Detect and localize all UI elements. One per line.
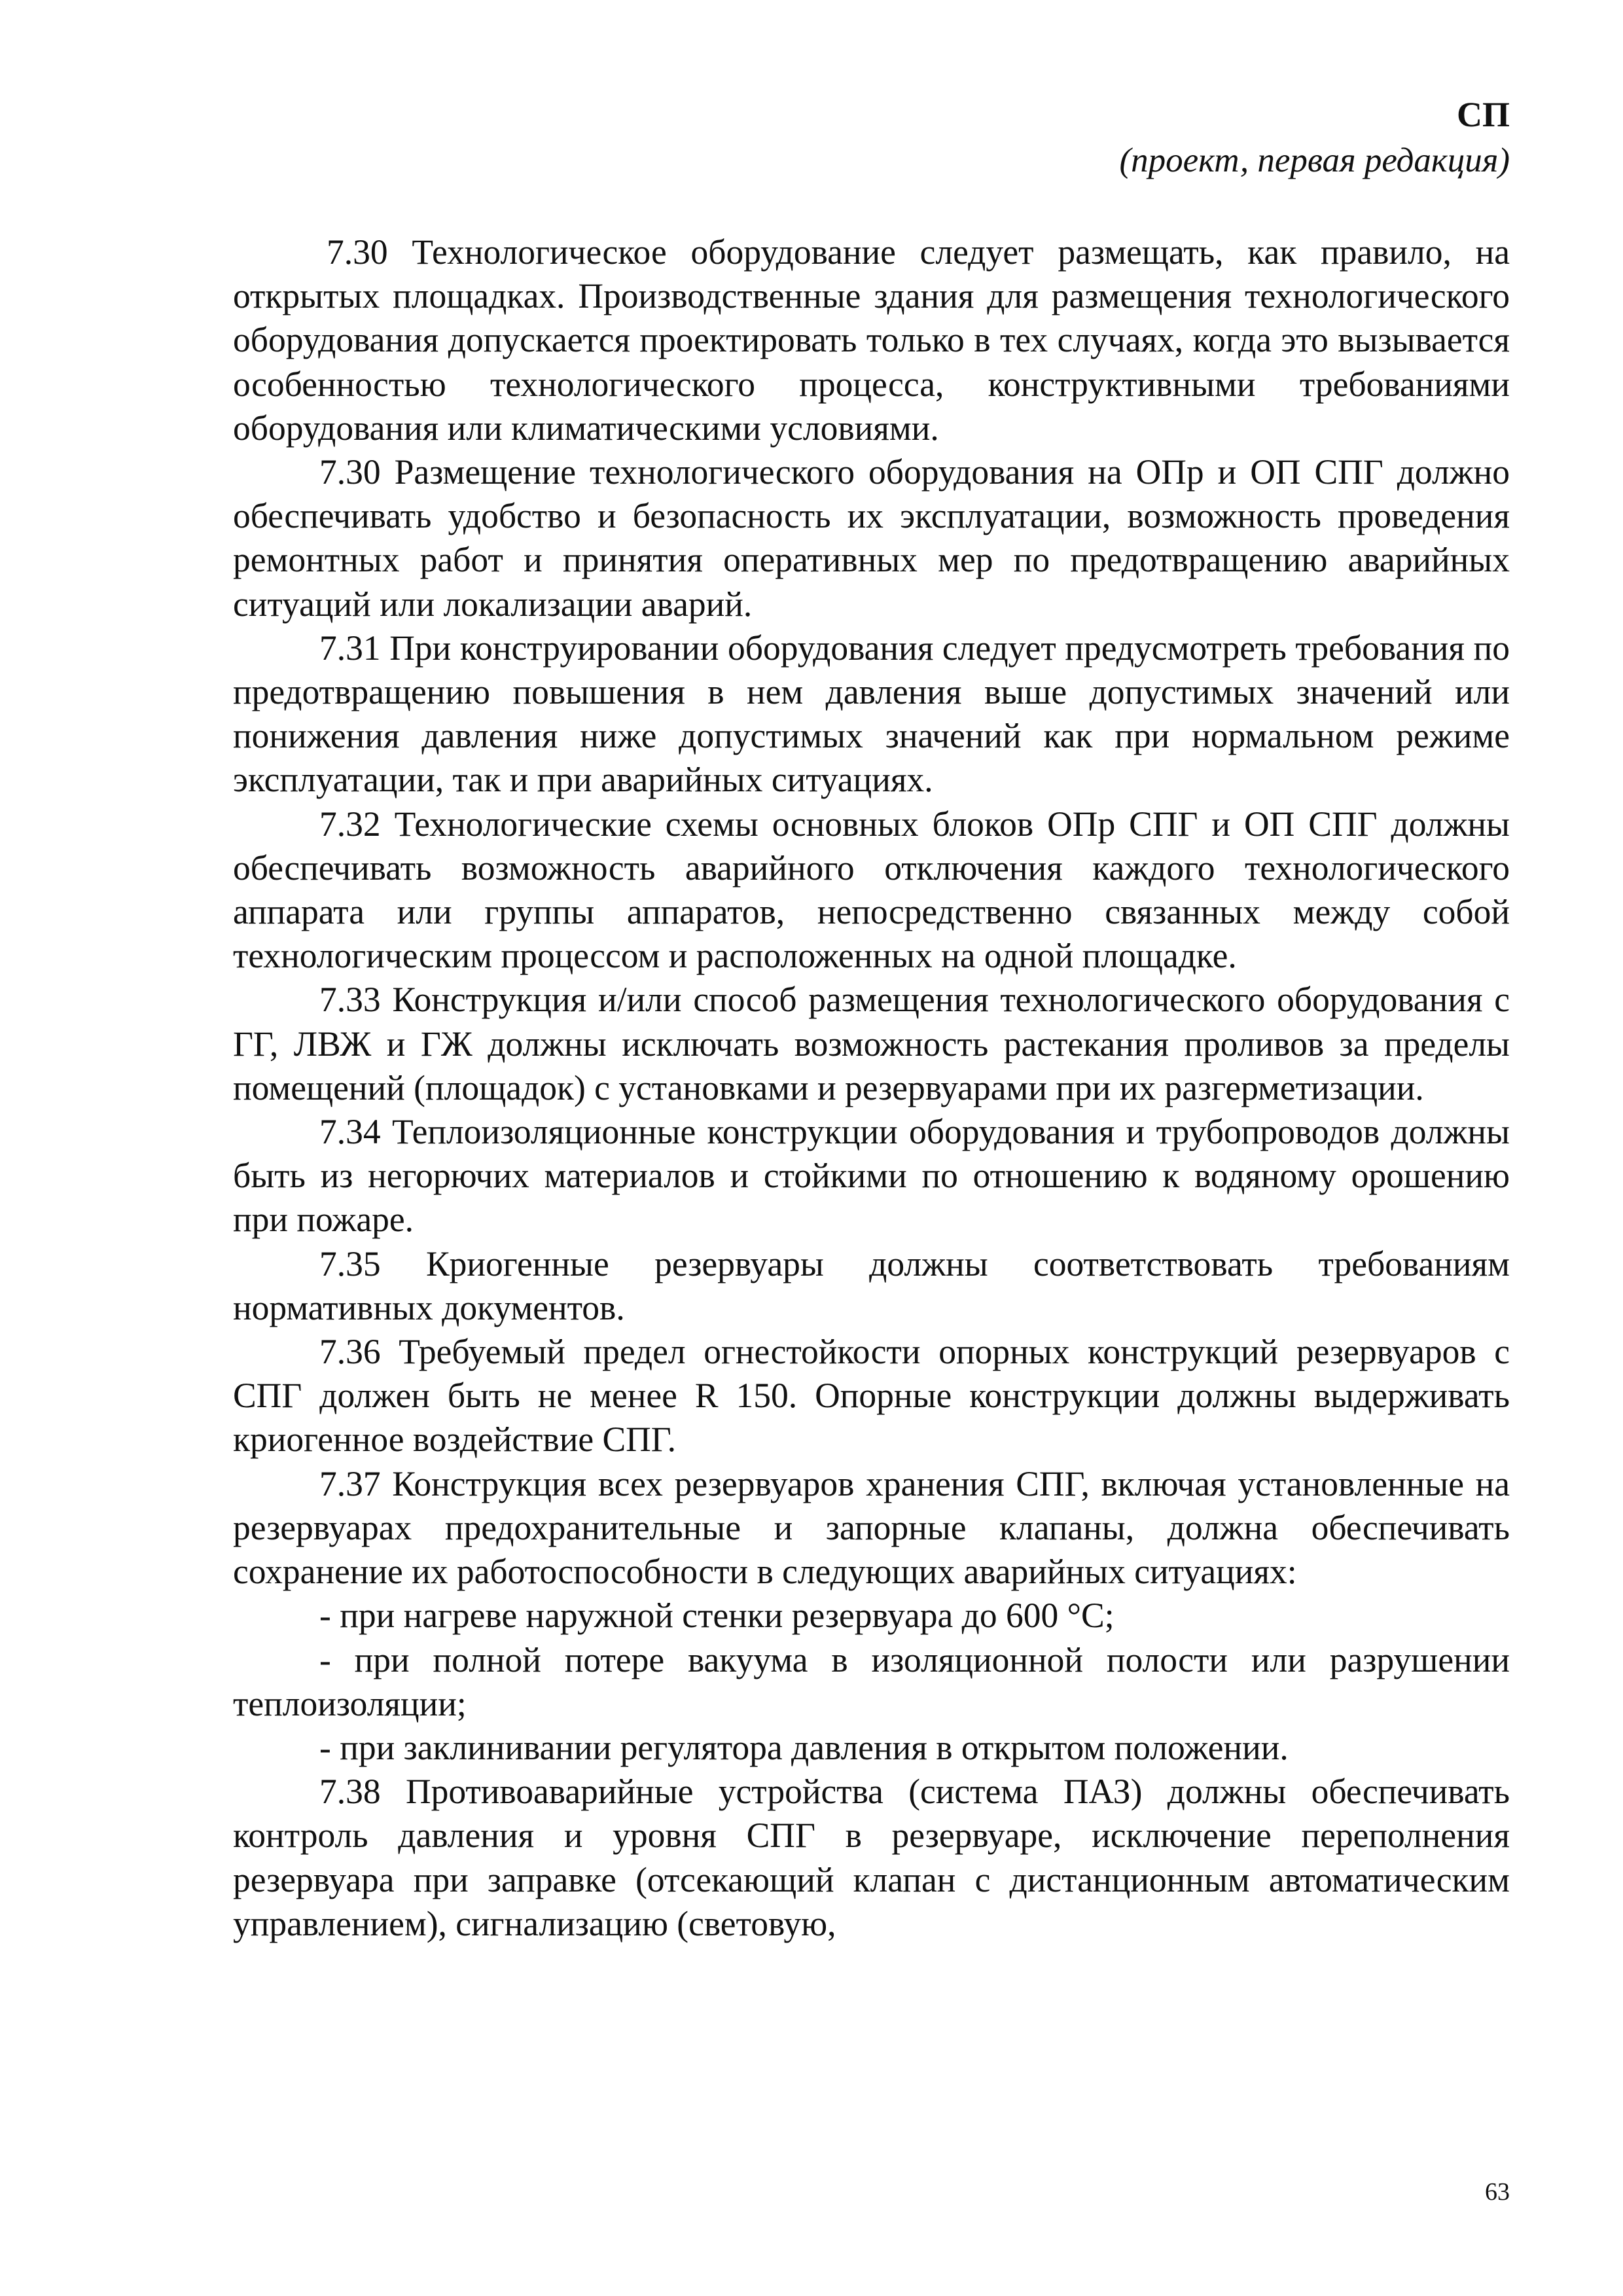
paragraph-7-30-placement: 7.30 Технологическое оборудование следует размещать, как правило, на открытых площадках. Производственные здания для размещения технологического оборудования допускается проектировать только в тех случаях, когда это вызывается особенностью технологического процесса, конструктивными требованиями оборудования или климатическими условиями. [233,232,1510,448]
paragraph-7-31: 7.31 При конструировании оборудования следует предусмотреть требования по предотвращению повышения в нем давления выше допустимых значений или понижения давления ниже допустимых значений как при нормальном режиме эксплуатации, так и при аварийных ситуациях. [233,628,1510,800]
paragraph-7-32: 7.32 Технологические схемы основных блоков ОПр СПГ и ОП СПГ должны обеспечивать возможность аварийного отключения каждого технологического аппарата или группы аппаратов, непосредственно связанных между собой технологическим процессом и расположенных на одной площадке. [233,804,1510,976]
paragraph-7-36: 7.36 Требуемый предел огнестойкости опорных конструкций резервуаров с СПГ должен быть не менее R 150. Опорные конструкции должны выдерживать криогенное воздействие СПГ. [233,1332,1510,1460]
paragraph-7-37: 7.37 Конструкция всех резервуаров хранения СПГ, включая установленные на резервуарах предохранительные и запорные клапаны, должна обеспечивать сохранение их работоспособности в следующих аварийных ситуациях: [233,1463,1510,1592]
list-item-regulator-jam: - при заклинивании регулятора давления в открытом положении. [319,1727,1289,1767]
paragraph-7-34: 7.34 Теплоизоляционные конструкции оборудования и трубопроводов должны быть из негорючих материалов и стойкими по отношению к водяному орошению при пожаре. [233,1112,1510,1240]
page-number: 63 [1485,2178,1510,2206]
list-item-vacuum-loss: - при полной потере вакуума в изоляционной полости или разрушении теплоизоляции; [233,1640,1510,1723]
paragraph-7-38: 7.38 Противоаварийные устройства (система ПАЗ) должны обеспечивать контроль давления и уровня СПГ в резервуаре, исключение переполнения резервуара при заправке (отсекающий клапан с дистанционным автоматическим управлением), сигнализацию (световую, [233,1772,1510,1943]
paragraph-7-33: 7.33 Конструкция и/или способ размещения технологического оборудования с ГГ, ЛВЖ и ГЖ должны исключать возможность растекания проливов за пределы помещений (площадок) с установками и резервуарами при их разгерметизации. [233,980,1510,1107]
paragraph-7-30-safety: 7.30 Размещение технологического оборудования на ОПр и ОП СПГ должно обеспечивать удобство и безопасность их эксплуатации, возможность проведения ремонтных работ и принятия оперативных мер по предотвращению аварийных ситуаций или локализации аварий. [233,452,1510,624]
document-status: (проект, первая редакция) [1119,141,1510,179]
document-code: СП [1457,95,1510,134]
document-body [233,230,1510,1946]
paragraph-7-35: 7.35 Криогенные резервуары должны соответствовать требованиям нормативных документов. [233,1244,1510,1327]
list-item-heating: - при нагреве наружной стенки резервуара до 600 °C; [319,1596,1115,1636]
page-header [1119,92,1510,183]
